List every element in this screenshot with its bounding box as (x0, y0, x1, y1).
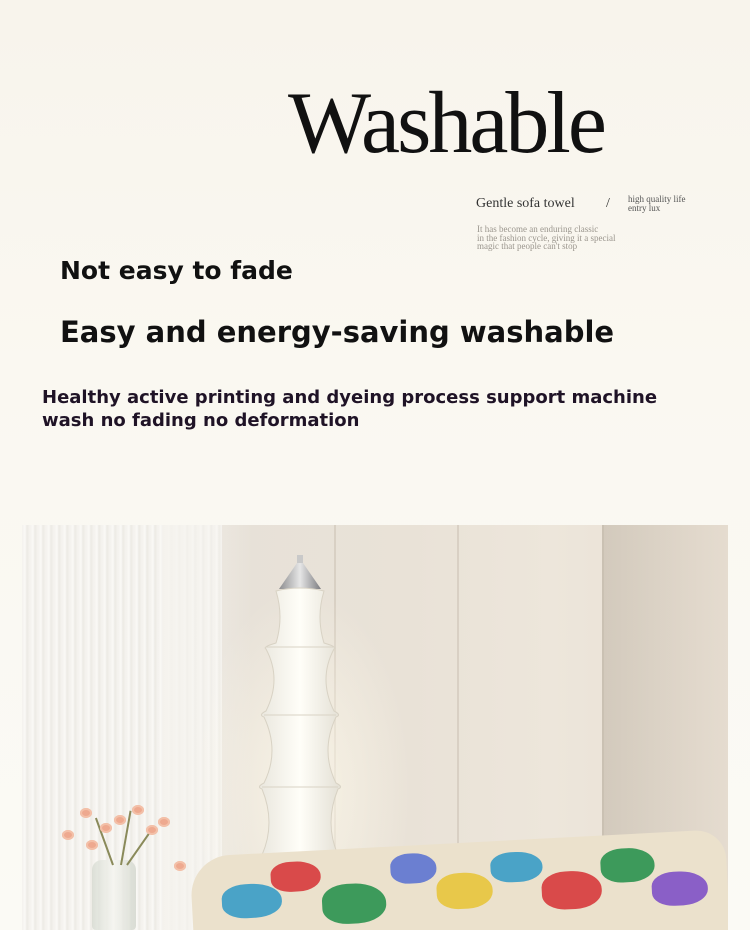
glass-vase (92, 860, 136, 930)
tagline-description-line: magic that people can't stop (477, 241, 578, 251)
blanket-figure (651, 870, 709, 907)
product-photo (22, 525, 728, 930)
flower (62, 830, 74, 840)
blanket-figure (270, 860, 322, 893)
flower (158, 817, 170, 827)
lamp-cap (277, 555, 323, 591)
feature-heading-washable: Easy and energy-saving washable (60, 315, 615, 349)
blanket-figure (541, 870, 603, 911)
blanket-figure (490, 851, 543, 884)
blanket-figure (221, 882, 283, 919)
page-title: Washable (288, 75, 604, 172)
blanket-figure (436, 871, 494, 910)
blanket-figure (321, 882, 387, 925)
flower (132, 805, 144, 815)
feature-description-line: wash no fading no deformation (42, 410, 360, 431)
blanket-figure (390, 852, 438, 884)
tagline-side-line: high quality life (628, 194, 686, 204)
feature-description-line: Healthy active printing and dyeing process support machine (42, 387, 658, 408)
tagline-main: Gentle sofa towel (476, 196, 575, 211)
tagline-description-line: It has become an enduring classic (477, 224, 599, 234)
flower (80, 808, 92, 818)
flower (86, 840, 98, 850)
tagline-side (628, 195, 686, 213)
flower (114, 815, 126, 825)
flower (174, 861, 186, 871)
feature-heading-fade: Not easy to fade (60, 256, 293, 285)
tagline-slash: / (606, 196, 610, 211)
tagline-description (477, 225, 677, 251)
tagline-side-line: entry lux (628, 203, 661, 213)
blanket-figure (600, 847, 656, 884)
tagline-description-line: in the fashion cycle, giving it a special (477, 232, 616, 243)
feature-description (42, 386, 682, 432)
flower (100, 823, 112, 833)
flower (146, 825, 158, 835)
